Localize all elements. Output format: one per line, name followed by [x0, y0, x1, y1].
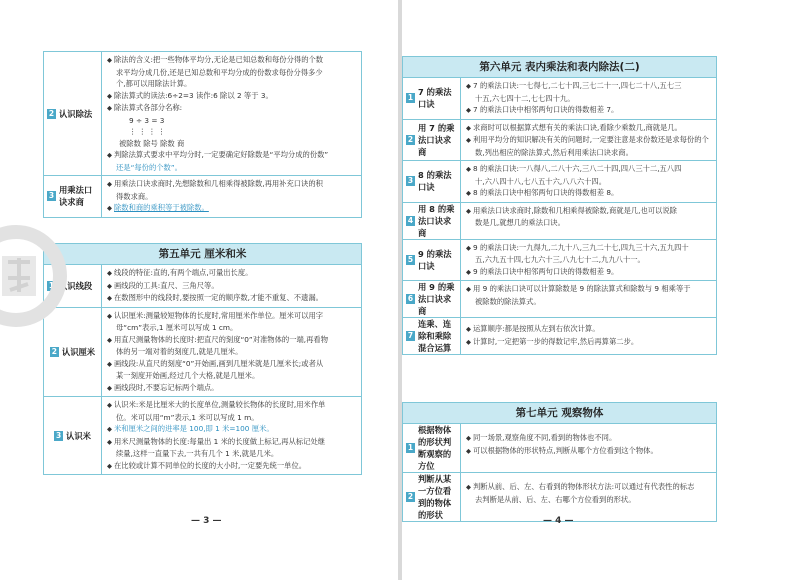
- diamond-bullet-icon: ◆: [466, 267, 471, 276]
- text-line: 用乘法口诀求商时,先想除数和几相乘得被除数,再用补充口诀的积: [114, 179, 323, 188]
- topic-label: [403, 78, 461, 119]
- diamond-bullet-icon: ◆: [107, 281, 112, 290]
- topic-title: 连乘、连除和乘除混合运算: [418, 319, 452, 353]
- text-line: 线段的特征:直的,有两个端点,可量出长度。: [114, 268, 253, 277]
- content-cell: [461, 78, 716, 119]
- table-row: [44, 397, 361, 474]
- text-line: 8 的乘法口诀中相邻两句口诀的得数相差 8。: [473, 188, 619, 197]
- topic-number: 1: [48, 280, 55, 290]
- diamond-bullet-icon: ◆: [107, 180, 112, 188]
- table-row: [403, 120, 716, 162]
- topic-label: [403, 120, 461, 161]
- topic-label: [44, 397, 102, 474]
- text-line: 去判断是从前、后、左、右哪个方位看到的形状。: [475, 494, 636, 504]
- topic-title: 用 7 的乘法口诀求商: [418, 122, 455, 157]
- topic-number: 3: [55, 430, 62, 440]
- topic-label: [403, 281, 461, 317]
- text-line: 母“cm”表示,1 厘米可以写成 1 cm。: [116, 323, 238, 332]
- diamond-bullet-icon: ◆: [466, 325, 471, 333]
- text-line: 除法的含义:把一些物体平均分,无论是已知总数和每份分得的个数: [114, 55, 324, 64]
- topic-label: [403, 473, 461, 521]
- topic-label: [403, 161, 461, 202]
- topic-title: 认识厘米: [61, 346, 96, 357]
- unit7-title: 第七单元 观察物体: [403, 403, 716, 424]
- topic-label: [44, 176, 102, 217]
- text-line: 7 的乘法口诀:一七得七,二七十四,三七二十一,四七二十八,五七三: [473, 81, 682, 90]
- topic-number: 6: [407, 294, 414, 303]
- table-row: [403, 424, 716, 473]
- text-line: 利用平均分的知识解决有关的问题时,一定要注意是求份数还是求每份的个: [473, 135, 709, 144]
- content-cell: [461, 161, 716, 202]
- topic-number: 2: [407, 492, 414, 501]
- topic-title: 9 的乘法口诀: [418, 248, 452, 271]
- diamond-bullet-icon: ◆: [107, 269, 112, 277]
- content-cell: [102, 52, 361, 175]
- diamond-bullet-icon: ◆: [466, 189, 471, 197]
- topic-number: 3: [48, 191, 55, 201]
- table-row: [44, 265, 361, 308]
- content-cell: [461, 203, 716, 239]
- diamond-bullet-icon: ◆: [107, 335, 112, 344]
- topic-title: 认识米: [66, 430, 91, 441]
- topic-label: [403, 240, 461, 281]
- text-line: 用 9 的乘法口诀可以计算除数是 9 的除法算式和除数与 9 相乘等于: [473, 284, 691, 293]
- table-row: [403, 318, 716, 354]
- topic-title: 用 8 的乘法口诀求商: [418, 203, 455, 238]
- text-line: 五,六九五十四,七九六十三,八九七十二,九九八十一。: [475, 255, 645, 264]
- page-number: — 3 —: [191, 516, 222, 526]
- table-row: [403, 240, 716, 282]
- topic-label: [403, 318, 461, 354]
- topic-title: 判断从某一方位看到的物体的形状: [418, 474, 452, 520]
- text-line: 求商时可以根据算式想有关的乘法口诀,看除少乘数几,商就是几。: [473, 122, 682, 132]
- topic-label: [403, 424, 461, 472]
- table-row: [403, 161, 716, 203]
- topic-title: 认识除法: [59, 108, 93, 119]
- diamond-bullet-icon: ◆: [466, 434, 471, 442]
- topic-title: 用乘法口诀求商: [59, 185, 93, 208]
- diamond-bullet-icon: ◆: [107, 311, 112, 320]
- content-cell: [461, 240, 716, 281]
- seal-stamp-icon: [0, 222, 70, 330]
- text-line: 9 的乘法口诀:一九得九,二九十八,三九二十七,四九三十六,五九四十: [473, 242, 689, 252]
- text-line: 在比较或计算不同单位的长度的大小时,一定要先统一单位。: [114, 460, 307, 470]
- diamond-bullet-icon: ◆: [107, 204, 112, 212]
- text-line: 运算顺序:都是按照从左到右依次计算。: [473, 324, 600, 333]
- unit5-title: 第五单元 厘米和米: [44, 244, 361, 265]
- topic-title: 根据物体的形状判断观察的方位: [418, 425, 452, 471]
- right-page: [402, 0, 800, 580]
- text-line: 计算时,一定把第一步的得数记牢,然后再算第二步。: [473, 336, 639, 346]
- diamond-bullet-icon: ◆: [466, 483, 471, 491]
- diamond-bullet-icon: ◆: [107, 359, 112, 368]
- text-line: 个,都可以用除法计算。: [116, 79, 192, 88]
- text-line: 位。米可以用“m”表示,1 米可以写成 1 m。: [116, 412, 259, 422]
- topic-label: [44, 52, 102, 175]
- diamond-bullet-icon: ◆: [466, 123, 471, 132]
- text-line: 被除数的除法算式。: [475, 296, 541, 306]
- text-line: 续量,这样一直量下去,一共有几个 1 米,就是几米。: [116, 449, 279, 458]
- diamond-bullet-icon: ◆: [107, 383, 112, 392]
- text-line: 数,列出相应的除法算式,然后利用乘法口诀求商。: [475, 147, 633, 157]
- diamond-bullet-icon: ◆: [466, 206, 471, 215]
- text-line: 体的另一端对着的刻度几,就是几厘米。: [116, 347, 243, 356]
- diamond-bullet-icon: ◆: [107, 151, 112, 159]
- topic-number: 5: [407, 254, 414, 264]
- content-cell: [461, 318, 716, 354]
- text-line: 7 的乘法口诀中相邻两句口诀的得数相差 7。: [473, 105, 619, 114]
- diamond-bullet-icon: ◆: [466, 446, 471, 455]
- text-line: 用乘法口诀求商时,除数和几相乘得被除数,商就是几,也可以说除: [473, 205, 677, 215]
- text-line: 除法算式各部分名称:: [114, 103, 183, 112]
- table-row: [403, 78, 716, 120]
- content-cell: [102, 308, 361, 397]
- formula-names: 被除数 除号 除数 商: [119, 138, 185, 148]
- topic-title: 8 的乘法口诀: [418, 170, 452, 193]
- text-line: 9 的乘法口诀中相邻两句口诀的得数相差 9。: [473, 266, 619, 276]
- diamond-bullet-icon: ◆: [466, 136, 471, 144]
- unit6-title: 第六单元 表内乘法和表内除法(二): [403, 57, 716, 78]
- diamond-bullet-icon: ◆: [107, 56, 112, 64]
- topic-title: 认识线段: [59, 280, 93, 291]
- left-page: [0, 0, 398, 580]
- text-line: 同一场景,观察角度不同,看到的物体也不同。: [473, 433, 617, 442]
- diamond-bullet-icon: ◆: [466, 106, 471, 114]
- topic-number: 2: [48, 108, 55, 118]
- content-cell: [461, 120, 716, 161]
- diamond-bullet-icon: ◆: [466, 243, 471, 252]
- text-line: 数是几,就想几的乘法口诀。: [475, 218, 565, 227]
- topic-number: 1: [407, 443, 414, 452]
- table-row: [44, 52, 361, 176]
- text-line: 还是“每份的个数”。: [116, 162, 182, 172]
- diamond-bullet-icon: ◆: [466, 337, 471, 346]
- diamond-bullet-icon: ◆: [107, 425, 112, 433]
- text-line: 认识厘米:测量较短物体的长度时,常用厘米作单位。厘米可以用字: [114, 310, 324, 320]
- topic-number: 2: [407, 134, 414, 144]
- topic-number: 1: [407, 93, 414, 103]
- diamond-bullet-icon: ◆: [466, 285, 471, 293]
- table-row: [44, 308, 361, 398]
- text-line: 判断从前、后、左、右看到的物体形状方法:可以通过有代表性的标志: [473, 482, 695, 491]
- content-cell: [102, 176, 361, 217]
- content-cell: [461, 281, 716, 317]
- text-line: 认识米:米是比厘米大的长度单位,测量较长物体的长度时,用米作单: [114, 400, 326, 409]
- formula-line: 9 ÷ 3 = 3: [129, 115, 165, 125]
- unit5-card: [43, 243, 362, 475]
- topic-number: 3: [407, 176, 414, 186]
- diamond-bullet-icon: ◆: [107, 104, 112, 112]
- table-row: [403, 203, 716, 240]
- text-line: 可以根据物体的形状特点,判断从哪个方位看到这个物体。: [473, 445, 658, 455]
- text-line: 某一刻度开始画,经过几个大格,就是几厘米。: [116, 371, 260, 380]
- content-cell: [102, 265, 361, 307]
- unit7-card: [402, 402, 717, 522]
- diamond-bullet-icon: ◆: [107, 294, 112, 302]
- text-line: 在数图形中的线段时,要按照一定的顺序数,才能不重复、不遗漏。: [114, 293, 323, 302]
- topic-number: 4: [407, 215, 414, 225]
- text-line: 8 的乘法口诀:一八得八,二八十六,三八二十四,四八三十二,五八四: [473, 164, 682, 173]
- text-line: 米和厘米之间的进率是 100,即 1 米=100 厘米。: [114, 424, 274, 433]
- diamond-bullet-icon: ◆: [107, 461, 112, 470]
- division-card: [43, 51, 362, 218]
- topic-number: 7: [407, 331, 414, 340]
- formula-dots: ⋮ ⋮ ⋮ ⋮: [129, 127, 166, 136]
- topic-title: 用 9 的乘法口诀求商: [418, 282, 455, 316]
- text-line: 画线段:从直尺的刻度“0”开始画,画到几厘米就是几厘米长;或者从: [114, 358, 324, 368]
- diamond-bullet-icon: ◆: [466, 165, 471, 173]
- table-row: [403, 473, 716, 521]
- topic-title: 7 的乘法口诀: [418, 87, 452, 110]
- text-line: 十,六八四十八,七八五十六,八八六十四。: [475, 176, 607, 186]
- diamond-bullet-icon: ◆: [107, 91, 112, 100]
- text-line: 判除法算式要求中平均分时,一定要确定好除数是“平均分成的份数”: [114, 150, 329, 159]
- text-line: 用米尺测量物体的长度:每量出 1 米的长度做上标记,再从标记处继: [114, 436, 326, 446]
- table-row: [44, 176, 361, 217]
- topic-number: 2: [51, 346, 57, 356]
- table-row: [403, 281, 716, 318]
- text-line: 画线段时,不要忘记标两个端点。: [114, 382, 219, 392]
- content-cell: [102, 397, 361, 474]
- topic-label: [403, 203, 461, 239]
- text-line: 用直尺测量物体的长度时:把直尺的刻度“0”对准物体的一端,再看物: [114, 334, 328, 344]
- text-line: 画线段的工具:直尺、三角尺等。: [114, 280, 219, 290]
- text-line: 得数求商。: [116, 191, 153, 201]
- content-cell: [461, 424, 716, 472]
- text-line: 十五,六七四十二,七七四十九。: [475, 93, 575, 103]
- content-cell: [461, 473, 716, 521]
- diamond-bullet-icon: ◆: [107, 401, 112, 409]
- page-number: — 4 —: [543, 516, 574, 526]
- text-line: 除法算式的读法:6÷2=3 读作:6 除以 2 等于 3。: [114, 90, 273, 100]
- text-line: 求平均分成几份,还是已知总数和平均分成的份数求每份分得多少: [116, 67, 323, 77]
- diamond-bullet-icon: ◆: [466, 82, 471, 90]
- diamond-bullet-icon: ◆: [107, 437, 112, 446]
- unit6-card: [402, 56, 717, 355]
- text-line: 除数和商的乘积等于被除数。: [114, 203, 209, 212]
